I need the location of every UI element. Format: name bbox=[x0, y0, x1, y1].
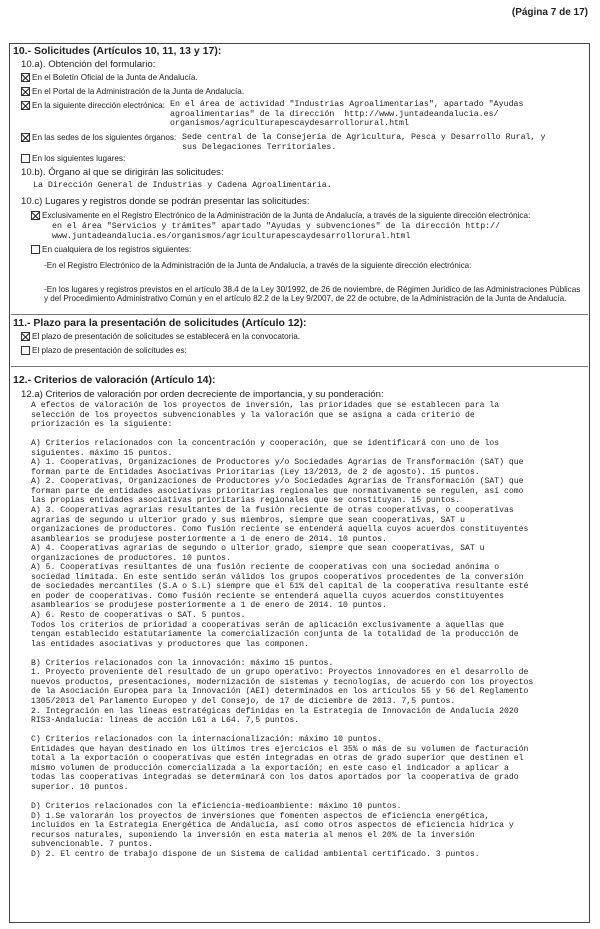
divider bbox=[11, 366, 588, 367]
section-10b-value: La Dirección General de Industrias y Cadena Agroalimentaria. bbox=[33, 181, 332, 190]
criteria-text: A efectos de valoración de los proyectos de inversión, las prioridades que se establecen para la selección de los proyectos subvencionables y la valoración que se asigna a cada criterio de priorización es la siguiente: A) Criterios relacionados con la concentración y cooperación, que se identificará con uno de los siguientes. máximo 15 puntos. A) 1. Cooperativas, Organizaciones de Productores y/o Sociedades Agrarias de Transformación (SAT) que forman parte de Entidades Asociativas Prioritarias (Ley 13/2013, de 2 de agosto). 15 puntos. A) 2. Cooperativas, Organizaciones de Productores y/o Sociedades Agrarias de Transformación (SAT) que forman parte de entidades asociativas prioritarias regionales que normativamente se regulen, así como las propias entidades asociativas prioritarias regionales que se constituyan. 15 puntos. A) 3. Cooperativas agrarias resultantes de la fusión reciente de otras cooperativas, o cooperativas agrarias de segundo u ulterior grado y sus miembros, siempre que sean cooperativas, SAT u organizaciones de productores. Como fusión reciente se entenderá aquella cuyos acuerdos constituyentes asamblearios se produjese posteriormente a 1 de enero de 2014. 10 puntos. A) 4. Cooperativas agrarias de segundo o ulterior grado, siempre que sean cooperativas, SAT u organizaciones de productores. 10 puntos. A) 5. Cooperativas resultantes de una fusión reciente de cooperativas con una sociedad anónima o sociedad limitada. En este sentido serán válidos los grupos cooperativos procedentes de la conversión de sociedades mercantiles (S.A o S.L) siempre que el 51% del capital de la cooperativa resultante esté en poder de cooperativas. Como fusión reciente se entenderá aquella cuyos acuerdos constituyentes asamblearios se produjese posteriormente a 1 de enero de 2014. 10 puntos. A) 6. Resto de cooperativas o SAT. 5 puntos. Todos los criterios de prioridad a cooperativas serán de aplicación exclusivamente a aquellas que tengan establecido estatutariamente la comercialización conjunta de la totalidad de la producción de las entidades asociativas y productores que las componen. B) Criterios relacionados con la innovación: máximo 15 puntos. 1. Proyecto proveniente del resultado de un grupo operativo: Proyectos innovadores en el desarrollo de nuevos productos, presentaciones, modernización de sistemas y tecnologías, de acuerdo con los proyectos de la Asociación Europea para la Innovación (AEI) determinados en los artículos 55 y 56 del Reglamento 1305/2013 del Parlamento Europeo y del Consejo, de 17 de diciembre de 2013. 7,5 puntos. 2. Integración en las líneas estratégicas definidas en la Estrategia de Innovación de Andalucía 2020 RIS3-Andalucía: líneas de acción L61 a L64. 7,5 puntos. C) Criterios relacionados con la internacionalización: máximo 10 puntos. Entidades que hayan destinado en los últimos tres ejercicios el 35% o más de su volumen de facturación total a la exportación o cooperativas que estén integradas en otras de grado superior que destinen el mismo volumen de producción comercializada a la exportación; en este caso el indicador a aplicar a todas las cooperativas integradas se determinará con los datos aportados por la cooperativa de grado superior. 10 puntos. D) Criterios relacionados con la eficiencia-medioambiente: máximo 10 puntos. D) 1.Se valorarán los proyectos de inversiones que fomenten aspectos de eficiencia energética, incluidos en la Estrategia Energética de Andalucía, así como otros aspectos de eficiencia hídrica y recursos naturales, suponiendo la inversión en esta materia al menos el 20% de la inversión subvencionable. 7 puntos. D) 2. El centro de trabajo dispone de un Sistema de calidad ambiental certificado. 3 puntos. bbox=[31, 401, 534, 859]
checkbox-checked[interactable] bbox=[21, 332, 30, 341]
checkbox-checked[interactable] bbox=[21, 87, 30, 96]
option-any-registry[interactable]: En cualquiera de los registros siguientes: bbox=[31, 245, 191, 254]
option-electronic-address[interactable]: En la siguiente dirección electrónica: bbox=[21, 101, 165, 110]
option-portal[interactable]: En el Portal de la Administración de la Junta de Andalucía. bbox=[21, 87, 244, 96]
checkbox-unchecked[interactable] bbox=[31, 245, 40, 254]
section-12a-title: 12.a) Criterios de valoración por orden decreciente de importancia, y su ponderación: bbox=[21, 389, 384, 400]
option-registro-electronico[interactable]: Exclusivamente en el Registro Electrónico de la Administración de la Junta de Andalucía, a través de la siguiente dirección electrónica: bbox=[31, 211, 530, 220]
option-offices[interactable]: En las sedes de los siguientes órganos: bbox=[21, 133, 176, 142]
section-10a-title: 10.a). Obtención del formulario: bbox=[21, 59, 156, 70]
registro-electronico-value: en el área "Servicios y trámites" apartado "Ayudas y subvenciones" de la dirección http:// www.juntadeandalucia.es/organismos/agriculturapescaydesarrollorural.html bbox=[52, 222, 501, 241]
checkbox-checked[interactable] bbox=[21, 73, 30, 82]
section-10c-title: 10.c) Lugares y registros donde se podrán presentar las solicitudes: bbox=[21, 196, 310, 207]
section-12-title: 12.- Criterios de valoración (Artículo 14): bbox=[13, 374, 216, 386]
checkbox-checked[interactable] bbox=[31, 211, 40, 220]
registry-item-2: -En los lugares y registros previstos en el artículo 38.4 de la Ley 30/1992, de 26 de noviembre, de Régimen Jurídico de las Administraciones Públicas y del Procedimiento Administrativo Común y en el artículo 82.2 de la Ley 9/2007, de 22 de octubre, de la Administración de la Junta de Andalucía. bbox=[44, 285, 581, 304]
page-number: (Página 7 de 17) bbox=[511, 7, 588, 18]
registry-item-1: -En el Registro Electrónico de la Administración de la Junta de Andalucía, a través de la siguiente dirección electrónica: bbox=[44, 261, 472, 270]
checkbox-unchecked[interactable] bbox=[21, 346, 30, 355]
checkbox-checked[interactable] bbox=[21, 101, 30, 110]
offices-value: Sede central de la Consejería de Agricultura, Pesca y Desarrollo Rural, y sus Delegaciones Territoriales. bbox=[182, 133, 546, 152]
checkbox-checked[interactable] bbox=[21, 133, 30, 142]
section-11-title: 11.- Plazo para la presentación de solicitudes (Artículo 12): bbox=[13, 317, 307, 329]
electronic-address-value: En el área de actividad "Industrias Agroalimentarias", apartado "Ayudas agroalimentarias" de la dirección http://www.juntadeandalucia.es/ organismos/agriculturapescaydesarrollorural.html bbox=[170, 100, 524, 129]
divider bbox=[11, 314, 588, 315]
option-plazo-es[interactable]: El plazo de presentación de solicitudes es: bbox=[21, 346, 187, 355]
section-10-title: 10.- Solicitudes (Artículos 10, 11, 13 y 17): bbox=[13, 45, 222, 57]
option-places[interactable]: En los siguientes lugares: bbox=[21, 154, 125, 163]
checkbox-unchecked[interactable] bbox=[21, 154, 30, 163]
option-boja[interactable]: En el Boletín Oficial de la Junta de Andalucía. bbox=[21, 73, 198, 82]
option-plazo-convocatoria[interactable]: El plazo de presentación de solicitudes se establecerá en la convocatoria. bbox=[21, 332, 300, 341]
section-10b-title: 10.b). Órgano al que se dirigirán las solicitudes: bbox=[21, 167, 224, 178]
